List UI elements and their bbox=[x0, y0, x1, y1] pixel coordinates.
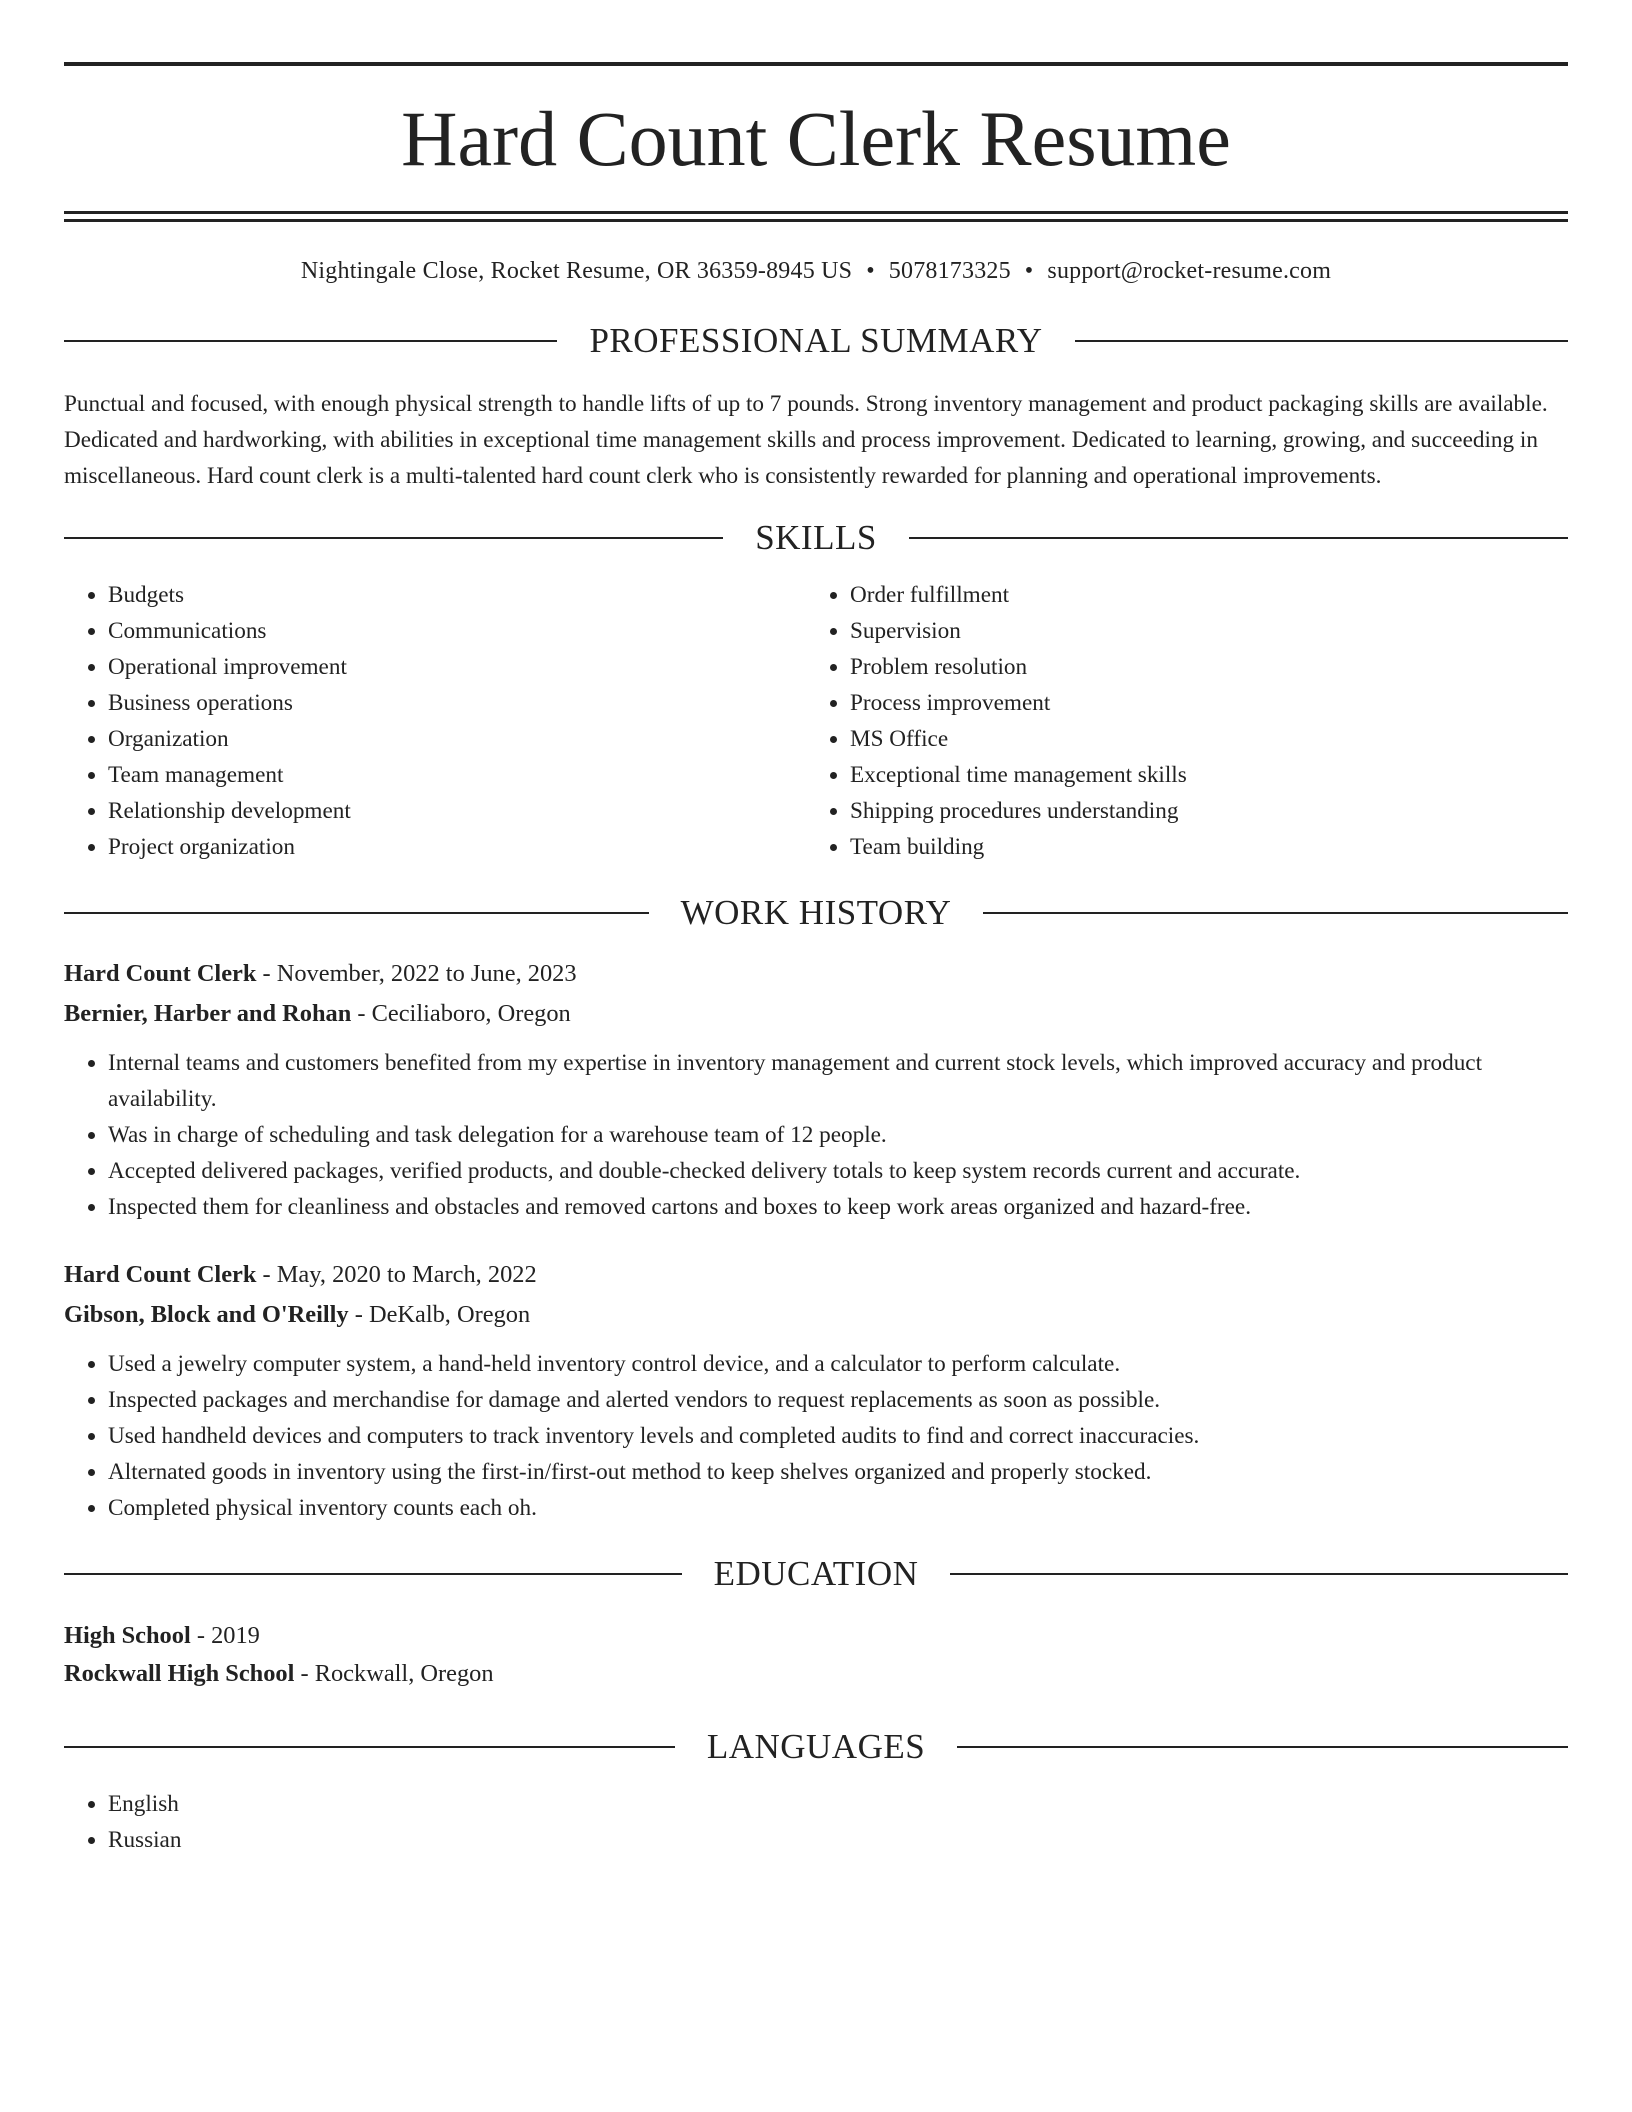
education-school: Rockwall High School bbox=[64, 1660, 295, 1687]
heading-rule bbox=[64, 340, 557, 342]
skill-item: • Order fulfillment bbox=[850, 577, 1548, 613]
skill-item: • Relationship development bbox=[108, 793, 806, 829]
heading-rule bbox=[64, 912, 649, 914]
section-title: SKILLS bbox=[755, 518, 877, 557]
double-rule bbox=[64, 211, 1568, 222]
contact-separator: • bbox=[866, 258, 875, 284]
language-item: • English bbox=[108, 1786, 1568, 1822]
section-title: EDUCATION bbox=[713, 1554, 919, 1593]
heading-rule bbox=[909, 537, 1568, 539]
job-bullet: • Used handheld devices and computers to track inventory levels and completed audits to find and correct inaccuracies. bbox=[108, 1418, 1568, 1454]
skill-item: • MS Office bbox=[850, 721, 1548, 757]
section-heading-work bbox=[64, 895, 1568, 930]
heading-rule bbox=[957, 1746, 1568, 1748]
section-title: WORK HISTORY bbox=[680, 893, 952, 932]
job-dates: November, 2022 to June, 2023 bbox=[276, 960, 577, 987]
employer-line bbox=[64, 994, 1568, 1034]
education-location: Rockwall, Oregon bbox=[314, 1660, 494, 1687]
skill-item: • Organization bbox=[108, 721, 806, 757]
section-heading-summary bbox=[64, 323, 1568, 358]
section-heading-education bbox=[64, 1556, 1568, 1591]
dash: - bbox=[190, 1622, 212, 1649]
top-rule bbox=[64, 62, 1568, 66]
skill-item: • Business operations bbox=[108, 685, 806, 721]
skill-item: • Exceptional time management skills bbox=[850, 757, 1548, 793]
heading-rule bbox=[64, 1573, 682, 1575]
heading-rule bbox=[64, 537, 723, 539]
job-bullet: • Internal teams and customers benefited from my expertise in inventory management and current stock levels, which improved accuracy and product availability. bbox=[108, 1045, 1568, 1117]
heading-rule bbox=[64, 1746, 675, 1748]
skill-item: • Shipping procedures understanding bbox=[850, 793, 1548, 829]
employer-name: Gibson, Block and O'Reilly bbox=[64, 1301, 349, 1328]
contact-phone: 5078173325 bbox=[888, 258, 1011, 284]
heading-rule bbox=[983, 912, 1568, 914]
job-bullets bbox=[64, 1045, 1568, 1225]
skill-item: • Communications bbox=[108, 613, 806, 649]
education-degree-line bbox=[64, 1617, 1568, 1655]
contact-separator: • bbox=[1024, 258, 1034, 284]
job-bullet: • Accepted delivered packages, verified products, and double-checked delivery totals to keep system records current and accurate. bbox=[108, 1153, 1568, 1189]
education-school-line bbox=[64, 1655, 1568, 1693]
job-title-line bbox=[64, 1255, 1568, 1295]
job-title: Hard Count Clerk bbox=[64, 1261, 257, 1288]
skill-item: • Team building bbox=[850, 829, 1548, 865]
job-title: Hard Count Clerk bbox=[64, 960, 257, 987]
employer-location: Ceciliaboro, Oregon bbox=[371, 1000, 571, 1027]
skill-item: • Budgets bbox=[108, 577, 806, 613]
job-bullet: • Alternated goods in inventory using the first-in/first-out method to keep shelves organized and properly stocked. bbox=[108, 1454, 1568, 1490]
education-degree: High School bbox=[64, 1622, 191, 1649]
skill-item: • Project organization bbox=[108, 829, 806, 865]
dash: - bbox=[256, 960, 277, 987]
education-year: 2019 bbox=[211, 1622, 260, 1649]
resume-page bbox=[64, 62, 1568, 1858]
job-bullet: • Inspected packages and merchandise for damage and alerted vendors to request replacements as soon as possible. bbox=[108, 1382, 1568, 1418]
job-dates: May, 2020 to March, 2022 bbox=[276, 1261, 537, 1288]
page-title: Hard Count Clerk Resume bbox=[401, 95, 1231, 182]
heading-rule bbox=[1075, 340, 1568, 342]
contact-email: support@rocket-resume.com bbox=[1047, 258, 1332, 284]
dash: - bbox=[256, 1261, 277, 1288]
skill-item: • Team management bbox=[108, 757, 806, 793]
job-bullets bbox=[64, 1346, 1568, 1526]
job-entry bbox=[64, 954, 1568, 1225]
section-heading-skills bbox=[64, 520, 1568, 555]
employer-location: DeKalb, Oregon bbox=[368, 1301, 531, 1328]
employer-line bbox=[64, 1295, 1568, 1335]
section-heading-languages bbox=[64, 1729, 1568, 1764]
summary-text: Punctual and focused, with enough physical strength to handle lifts of up to 7 pounds. Strong inventory management and product packaging skills are available. Dedicated and hardworking, with abilities in exceptional time management skills and process improvement. Dedicated to learning, growing, and succeeding in miscellaneous. Hard count clerk is a multi-talented hard count clerk who is consistently rewarded for planning and operational improvements. bbox=[64, 391, 1548, 489]
language-list bbox=[64, 1786, 1568, 1858]
dash: - bbox=[351, 1000, 372, 1027]
language-item: • Russian bbox=[108, 1822, 1568, 1858]
job-bullet: • Inspected them for cleanliness and obstacles and removed cartons and boxes to keep work areas organized and hazard-free. bbox=[108, 1189, 1568, 1225]
skill-item: • Process improvement bbox=[850, 685, 1548, 721]
job-bullet: • Was in charge of scheduling and task delegation for a warehouse team of 12 people. bbox=[108, 1117, 1568, 1153]
section-title: PROFESSIONAL SUMMARY bbox=[589, 321, 1043, 360]
skills-list bbox=[64, 577, 1568, 865]
contact-address: Nightingale Close, Rocket Resume, OR 36359-8945 US bbox=[300, 258, 853, 284]
job-bullet: • Completed physical inventory counts each oh. bbox=[108, 1490, 1568, 1526]
job-title-line bbox=[64, 954, 1568, 994]
section-title: LANGUAGES bbox=[706, 1727, 926, 1766]
heading-rule bbox=[950, 1573, 1568, 1575]
skill-item: • Problem resolution bbox=[850, 649, 1548, 685]
skill-item: • Supervision bbox=[850, 613, 1548, 649]
contact-line bbox=[64, 258, 1568, 285]
dash: - bbox=[348, 1301, 369, 1328]
skills-column-left bbox=[64, 577, 806, 865]
job-entry bbox=[64, 1255, 1568, 1526]
job-bullet: • Used a jewelry computer system, a hand-held inventory control device, and a calculator to perform calculate. bbox=[108, 1346, 1568, 1382]
skills-column-right bbox=[806, 577, 1548, 865]
employer-name: Bernier, Harber and Rohan bbox=[64, 1000, 352, 1027]
dash: - bbox=[294, 1660, 315, 1687]
skill-item: • Operational improvement bbox=[108, 649, 806, 685]
